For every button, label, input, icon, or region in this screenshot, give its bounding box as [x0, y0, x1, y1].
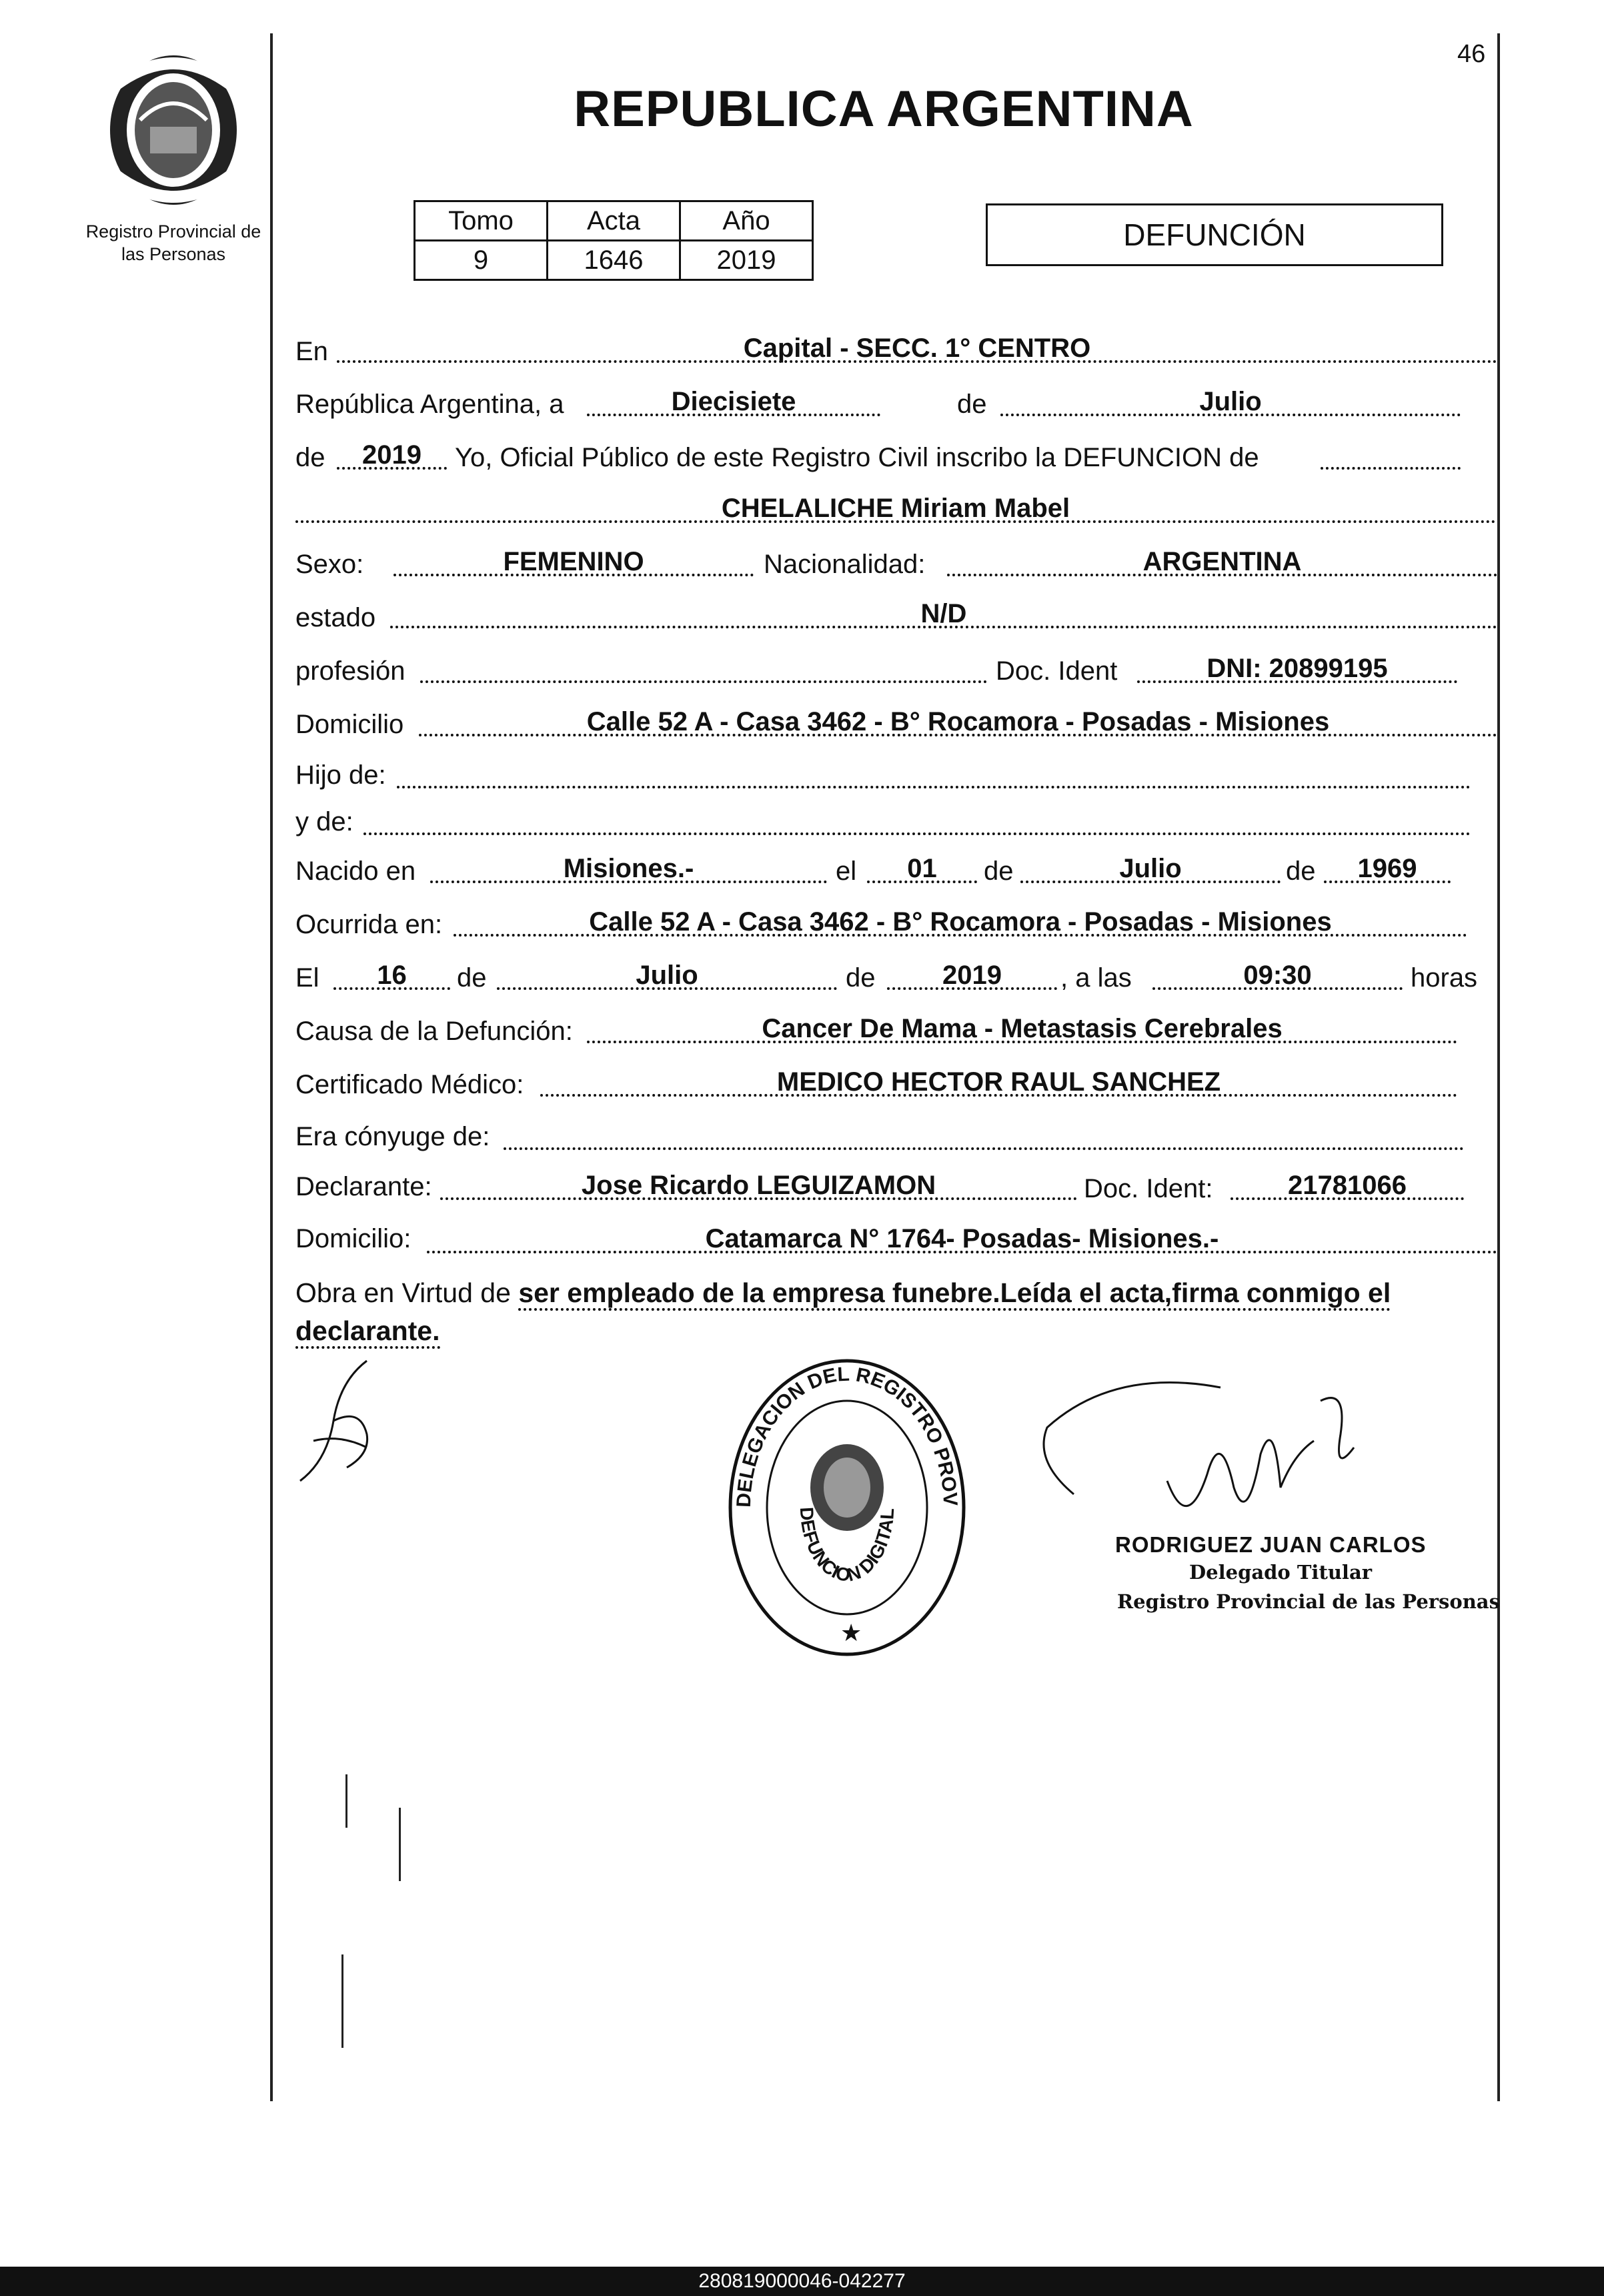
field-def-dia: 16 [333, 961, 450, 990]
label-nacionalidad: Nacionalidad: [764, 550, 926, 579]
label-en: En [295, 337, 328, 366]
field-lugar: Capital - SECC. 1° CENTRO [337, 334, 1497, 363]
label-de-2: de [295, 443, 325, 472]
field-def-anio: 2019 [887, 961, 1057, 990]
label-declarante: Declarante: [295, 1172, 432, 1201]
label-estado: estado [295, 603, 376, 632]
field-declarante: Jose Ricardo LEGUIZAMON [440, 1171, 1077, 1200]
label-hijo-de: Hijo de: [295, 760, 386, 790]
field-declarante-doc: 21781066 [1231, 1171, 1464, 1200]
stamp-inner-text: DEFUNCION DIGITAL [796, 1506, 898, 1586]
label-obra: Obra en Virtud de [295, 1277, 511, 1308]
page-title: REPUBLICA ARGENTINA [574, 81, 1194, 137]
label-certificado: Certificado Médico: [295, 1070, 524, 1099]
field-profesion [420, 654, 987, 683]
left-margin-line [270, 33, 273, 2101]
label-a-las: , a las [1060, 963, 1132, 993]
label-de-3: de [984, 856, 1014, 886]
signature-scribble [1034, 1374, 1434, 1544]
label-horas: horas [1411, 963, 1478, 993]
field-def-mes: Julio [497, 961, 837, 990]
label-domicilio: Domicilio [295, 710, 404, 739]
label-de-5: de [457, 963, 487, 993]
table-value-anio: 2019 [680, 241, 813, 280]
field-nacido-anio: 1969 [1324, 854, 1451, 883]
handwritten-initial [287, 1354, 393, 1491]
table-header-anio: Año [680, 201, 813, 241]
field-nombre: CHELALICHE Miriam Mabel [295, 494, 1496, 523]
label-ocurrida-en: Ocurrida en: [295, 910, 443, 939]
field-mes: Julio [1000, 387, 1461, 416]
label-domicilio-2: Domicilio: [295, 1224, 412, 1253]
field-y-de [363, 806, 1471, 835]
field-dia-letras: Diecisiete [587, 387, 880, 416]
field-estado: N/D [390, 599, 1497, 628]
signature-role: Delegado Titular [1189, 1561, 1373, 1584]
margin-tick [341, 1954, 343, 2048]
field-ocurrida: Calle 52 A - Casa 3462 - B° Rocamora - Posadas - Misiones [454, 907, 1467, 937]
official-stamp [724, 1354, 970, 1661]
label-de-6: de [846, 963, 876, 993]
field-obra-texto: ser empleado de la empresa funebre.Leída el acta,firma conmigo el declarante. [295, 1277, 1391, 1349]
table-header-tomo: Tomo [415, 201, 548, 241]
label-el-cap: El [295, 963, 319, 993]
field-nacido-lugar: Misiones.- [430, 854, 827, 883]
table-header-acta: Acta [548, 201, 680, 241]
label-causa: Causa de la Defunción: [295, 1017, 573, 1046]
label-y-de: y de: [295, 807, 353, 836]
label-de-1: de [957, 390, 987, 419]
page-number: 46 [1457, 40, 1486, 68]
label-republica: República Argentina, a [295, 390, 564, 419]
record-table [414, 200, 814, 281]
label-doc-ident-2: Doc. Ident: [1084, 1174, 1213, 1203]
label-doc-ident: Doc. Ident [996, 656, 1118, 686]
label-profesion: profesión [295, 656, 406, 686]
right-margin-line [1497, 33, 1500, 2101]
svg-text:★: ★ [840, 1619, 862, 1646]
field-hijo-de [397, 759, 1471, 788]
label-sexo: Sexo: [295, 550, 364, 579]
field-sexo: FEMENINO [393, 547, 754, 576]
signature-name: RODRIGUEZ JUAN CARLOS [1115, 1532, 1427, 1557]
field-anio: 2019 [337, 440, 447, 470]
province-seal-logo [100, 47, 247, 213]
margin-tick [399, 1808, 401, 1881]
label-el: el [836, 856, 857, 886]
table-value-tomo: 9 [415, 241, 548, 280]
field-def-hora: 09:30 [1152, 961, 1403, 990]
field-certificado: MEDICO HECTOR RAUL SANCHEZ [540, 1067, 1457, 1097]
stamp-outer-text: DELEGACION DEL REGISTRO PROV [732, 1363, 962, 1508]
field-dni: DNI: 20899195 [1137, 654, 1457, 683]
field-blank-1 [1321, 440, 1461, 470]
field-conyuge [504, 1121, 1464, 1150]
field-declarante-domicilio: Catamarca N° 1764- Posadas- Misiones.- [427, 1224, 1497, 1253]
label-yo-oficial: Yo, Oficial Público de este Registro Civil inscribo la DEFUNCION de [455, 443, 1259, 472]
signature-org: Registro Provincial de las Personas [1117, 1590, 1500, 1613]
obra-en-virtud [295, 1274, 1489, 1350]
document-type-box: DEFUNCIÓN [986, 203, 1443, 266]
field-nacido-mes: Julio [1020, 854, 1281, 883]
label-de-4: de [1286, 856, 1316, 886]
field-nacido-dia: 01 [867, 854, 977, 883]
registry-caption: Registro Provincial de las Personas [85, 221, 261, 264]
label-nacido-en: Nacido en [295, 856, 416, 886]
field-domicilio: Calle 52 A - Casa 3462 - B° Rocamora - Posadas - Misiones [419, 707, 1497, 736]
field-causa: Cancer De Mama - Metastasis Cerebrales [587, 1014, 1457, 1043]
table-value-acta: 1646 [548, 241, 680, 280]
margin-tick [345, 1774, 347, 1828]
label-conyuge: Era cónyuge de: [295, 1122, 490, 1151]
footer-code: 280819000046-042277 [0, 2267, 1604, 2296]
field-nacionalidad: ARGENTINA [947, 547, 1497, 576]
